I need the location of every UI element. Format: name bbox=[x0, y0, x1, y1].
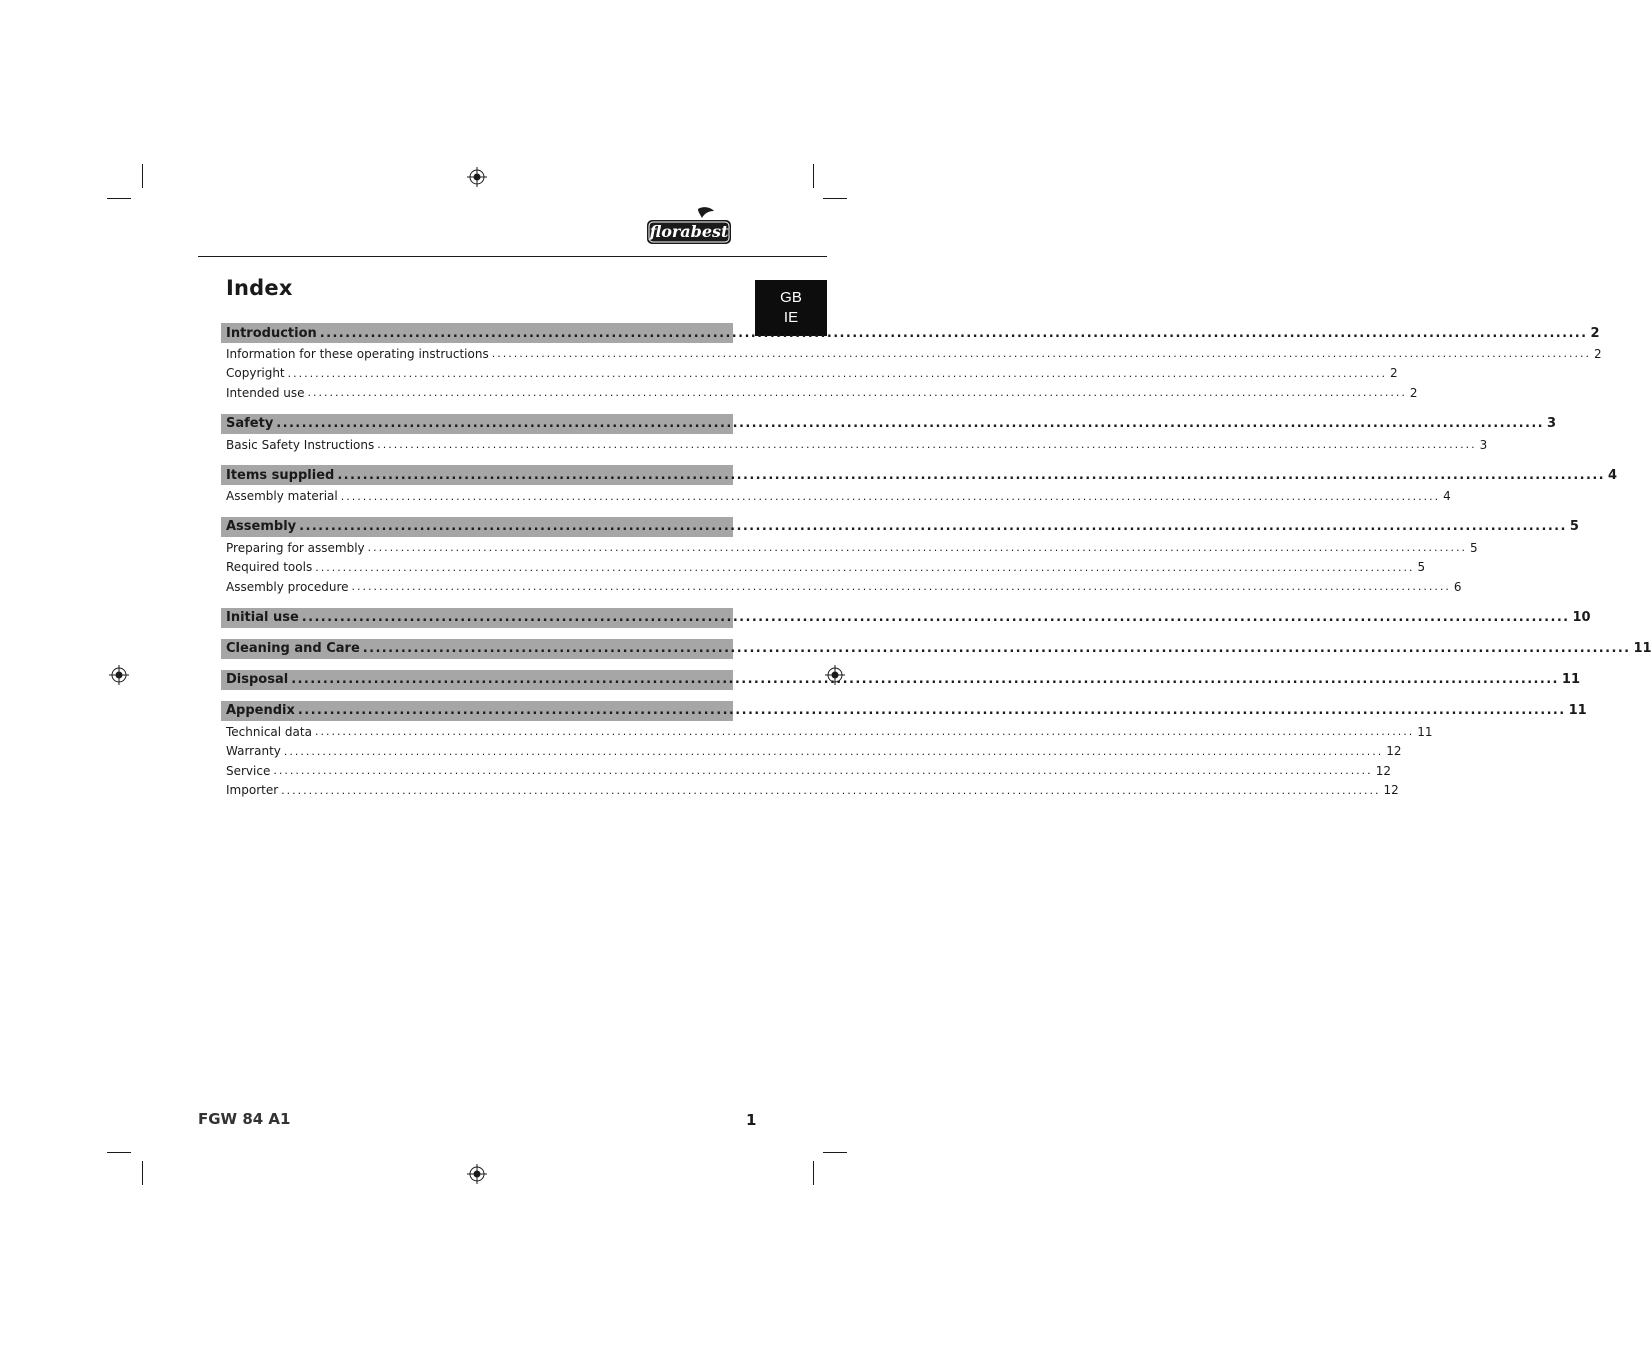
toc-page-number: 12 bbox=[1386, 744, 1402, 759]
dot-leader: ........................................................................................................................................................................................................ bbox=[491, 347, 1592, 361]
toc-entry[interactable] bbox=[221, 722, 1433, 742]
crop-mark bbox=[107, 198, 131, 199]
toc-page-number: 5 bbox=[1569, 519, 1579, 535]
toc-section bbox=[221, 608, 1591, 628]
logo-text: florabest bbox=[649, 222, 729, 241]
dot-leader: ........................................................................................................................................................................................................ bbox=[351, 580, 1451, 594]
crop-mark bbox=[142, 1161, 143, 1185]
model-number: FGW 84 A1 bbox=[198, 1110, 291, 1128]
toc-page-number: 11 bbox=[1561, 672, 1580, 688]
page-number: 1 bbox=[746, 1111, 757, 1129]
toc-section-heading[interactable] bbox=[221, 517, 1579, 537]
toc-page-number: 6 bbox=[1453, 579, 1462, 594]
dot-leader: ........................................................................................................................................................................................................ bbox=[319, 325, 1588, 341]
registration-mark-icon bbox=[467, 1164, 487, 1184]
toc-page-number: 4 bbox=[1443, 489, 1451, 504]
page-title: Index bbox=[226, 276, 293, 300]
toc-page-number: 12 bbox=[1383, 783, 1399, 798]
toc-entry[interactable] bbox=[221, 538, 1478, 558]
toc-section-title: Cleaning and Care bbox=[226, 641, 360, 657]
toc-entry-title: Technical data bbox=[226, 724, 312, 739]
crop-mark bbox=[813, 1161, 814, 1185]
toc-page-number: 11 bbox=[1633, 641, 1652, 657]
toc-page-number: 12 bbox=[1375, 763, 1391, 778]
toc-section bbox=[221, 670, 1580, 690]
toc-entry-title: Assembly material bbox=[226, 489, 338, 504]
toc-entry[interactable] bbox=[221, 364, 1398, 384]
florabest-logo bbox=[646, 206, 732, 246]
table-of-contents bbox=[221, 323, 1652, 811]
toc-section-title: Introduction bbox=[226, 325, 317, 341]
toc-section-heading[interactable] bbox=[221, 608, 1591, 628]
toc-entry[interactable] bbox=[221, 486, 1451, 506]
language-code: GB bbox=[780, 289, 802, 306]
toc-subsection-list bbox=[221, 485, 1451, 506]
crop-mark bbox=[813, 164, 814, 188]
dot-leader: ........................................................................................................................................................................................................ bbox=[362, 641, 1631, 657]
toc-section-title: Appendix bbox=[226, 703, 295, 719]
toc-entry-title: Copyright bbox=[226, 366, 285, 381]
toc-entry-title: Intended use bbox=[226, 385, 305, 400]
toc-section-heading[interactable] bbox=[221, 701, 1587, 721]
toc-subsection-list bbox=[221, 537, 1478, 597]
toc-section-heading[interactable] bbox=[221, 323, 1600, 343]
toc-section-heading[interactable] bbox=[221, 465, 1618, 485]
toc-entry-title: Service bbox=[226, 763, 271, 778]
toc-entry-title: Warranty bbox=[226, 744, 281, 759]
toc-page-number: 2 bbox=[1590, 325, 1600, 341]
toc-section bbox=[221, 414, 1557, 455]
dot-leader: ........................................................................................................................................................................................................ bbox=[340, 489, 1441, 503]
dot-leader: ........................................................................................................................................................................................................ bbox=[276, 416, 1544, 432]
toc-section-title: Assembly bbox=[226, 519, 297, 535]
toc-section bbox=[221, 323, 1602, 403]
toc-entry[interactable] bbox=[221, 383, 1418, 403]
dot-leader: ........................................................................................................................................................................................................ bbox=[299, 519, 1567, 535]
toc-section bbox=[221, 465, 1618, 506]
toc-entry[interactable] bbox=[221, 741, 1402, 761]
toc-entry-title: Preparing for assembly bbox=[226, 540, 365, 555]
toc-page-number: 4 bbox=[1608, 467, 1618, 483]
dot-leader: ........................................................................................................................................................................................................ bbox=[314, 725, 1415, 739]
dot-leader: ........................................................................................................................................................................................................ bbox=[377, 438, 1477, 452]
dot-leader: ........................................................................................................................................................................................................ bbox=[283, 744, 1384, 758]
toc-entry-title: Assembly procedure bbox=[226, 579, 349, 594]
dot-leader: ........................................................................................................................................................................................................ bbox=[273, 764, 1373, 778]
toc-section-title: Safety bbox=[226, 416, 274, 432]
registration-mark-icon bbox=[109, 665, 129, 685]
dot-leader: ........................................................................................................................................................................................................ bbox=[301, 610, 1570, 626]
dot-leader: ........................................................................................................................................................................................................ bbox=[307, 386, 1407, 400]
toc-section bbox=[221, 517, 1579, 597]
toc-entry-title: Required tools bbox=[226, 560, 313, 575]
toc-section bbox=[221, 701, 1587, 800]
toc-subsection-list bbox=[221, 434, 1488, 455]
toc-section-heading[interactable] bbox=[221, 670, 1580, 690]
toc-section-title: Initial use bbox=[226, 610, 299, 626]
toc-entry-title: Importer bbox=[226, 783, 279, 798]
toc-subsection-list bbox=[221, 721, 1433, 800]
toc-page-number: 5 bbox=[1417, 560, 1426, 575]
crop-mark bbox=[107, 1152, 131, 1153]
registration-mark-icon bbox=[467, 167, 487, 187]
toc-page-number: 2 bbox=[1409, 385, 1418, 400]
toc-subsection-list bbox=[221, 343, 1602, 403]
toc-page-number: 2 bbox=[1389, 366, 1398, 381]
dot-leader: ........................................................................................................................................................................................................ bbox=[297, 703, 1566, 719]
toc-entry[interactable] bbox=[221, 344, 1602, 364]
dot-leader: ........................................................................................................................................................................................................ bbox=[337, 467, 1606, 483]
header-rule bbox=[198, 256, 827, 257]
toc-entry[interactable] bbox=[221, 577, 1462, 597]
toc-entry[interactable] bbox=[221, 435, 1488, 455]
toc-entry-title: Information for these operating instructions bbox=[226, 346, 489, 361]
toc-section bbox=[221, 639, 1652, 659]
toc-section-title: Items supplied bbox=[226, 467, 335, 483]
dot-leader: ........................................................................................................................................................................................................ bbox=[287, 366, 1387, 380]
crop-mark bbox=[823, 198, 847, 199]
language-code: IE bbox=[783, 309, 799, 326]
dot-leader: ........................................................................................................................................................................................................ bbox=[367, 541, 1467, 555]
dot-leader: ........................................................................................................................................................................................................ bbox=[291, 672, 1559, 688]
toc-page-number: 2 bbox=[1594, 346, 1602, 361]
toc-page-number: 5 bbox=[1469, 540, 1478, 555]
crop-mark bbox=[823, 1152, 847, 1153]
toc-entry[interactable] bbox=[221, 781, 1399, 801]
toc-section-heading[interactable] bbox=[221, 414, 1557, 434]
dot-leader: ........................................................................................................................................................................................................ bbox=[315, 560, 1415, 574]
toc-page-number: 3 bbox=[1479, 437, 1488, 452]
toc-page-number: 10 bbox=[1572, 610, 1591, 626]
dot-leader: ........................................................................................................................................................................................................ bbox=[281, 783, 1381, 797]
toc-page-number: 11 bbox=[1568, 703, 1587, 719]
toc-section-heading[interactable] bbox=[221, 639, 1652, 659]
toc-page-number: 11 bbox=[1417, 724, 1433, 739]
toc-section-title: Disposal bbox=[226, 672, 289, 688]
crop-mark bbox=[142, 164, 143, 188]
toc-entry-title: Basic Safety Instructions bbox=[226, 437, 375, 452]
toc-entry[interactable] bbox=[221, 558, 1426, 578]
toc-entry[interactable] bbox=[221, 761, 1391, 781]
toc-page-number: 3 bbox=[1547, 416, 1557, 432]
